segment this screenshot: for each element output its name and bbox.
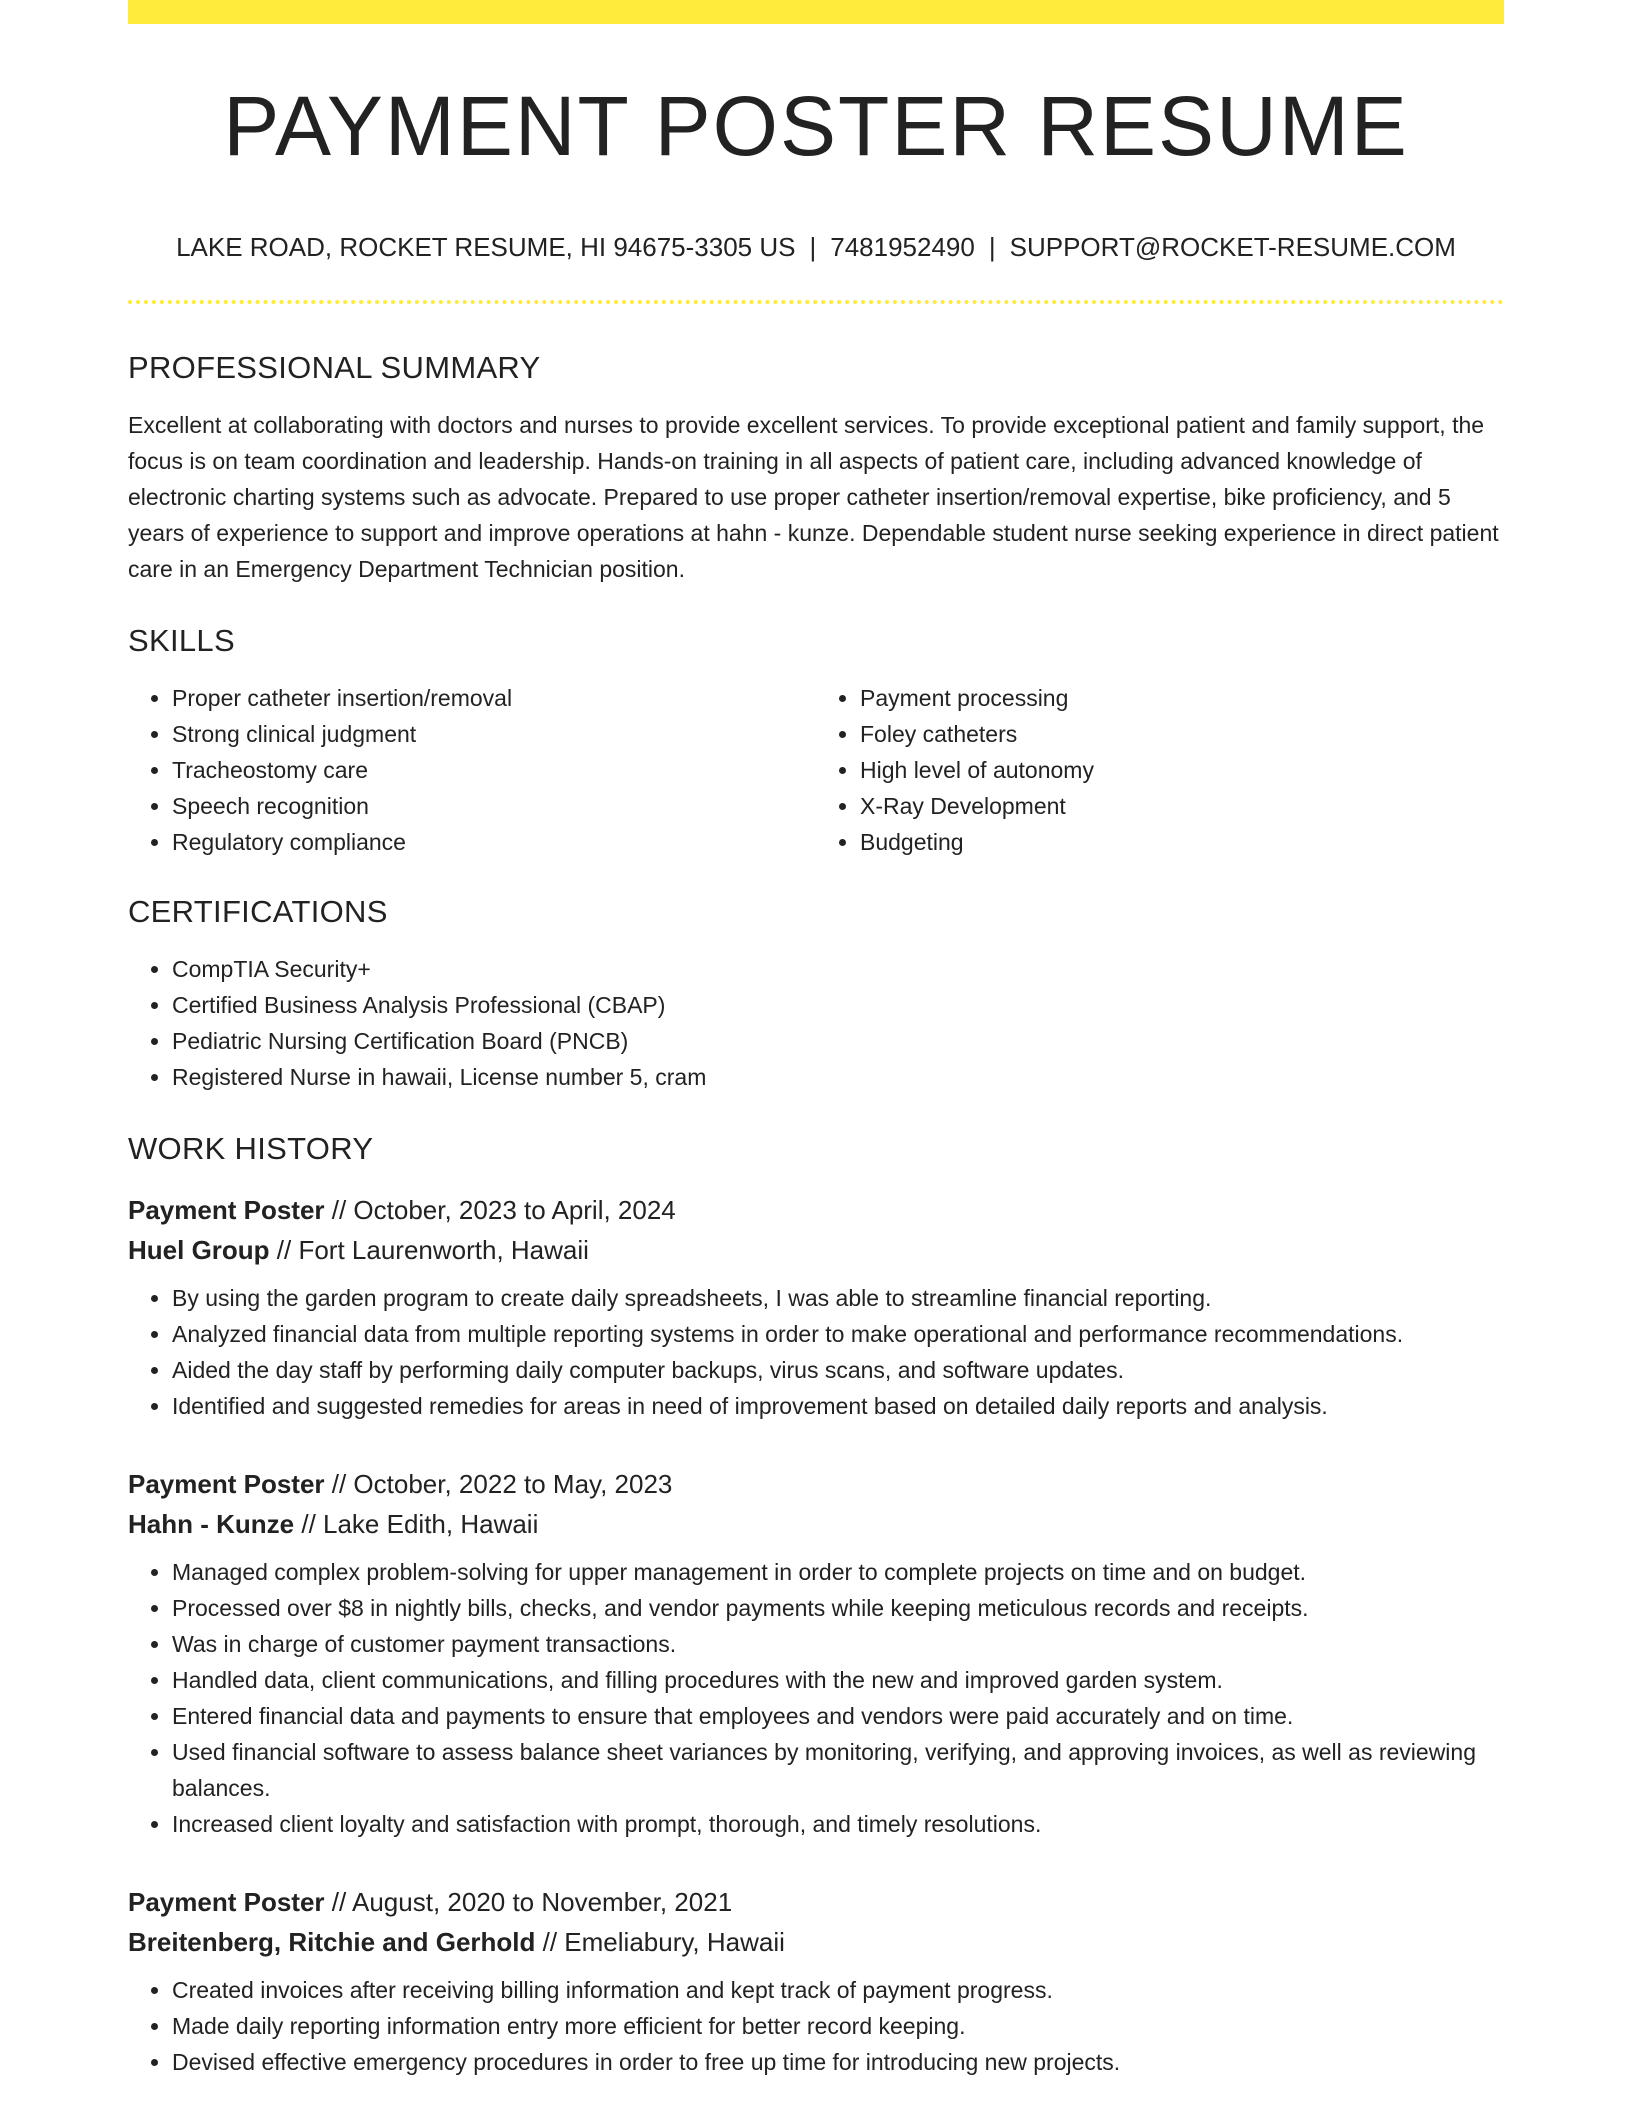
email[interactable]: SUPPORT@ROCKET-RESUME.COM [1009,232,1456,262]
resume-title: PAYMENT POSTER RESUME [223,79,1409,173]
job-entry [128,1190,1504,1424]
job-location: // Lake Edith, Hawaii [301,1509,539,1539]
certification-item: • Pediatric Nursing Certification Board (PNCB) [172,1023,1504,1059]
separator: | [809,232,817,262]
skills-columns [128,680,1504,860]
phone: 7481952490 [830,232,975,262]
job-company: Huel Group [128,1235,270,1265]
contact-line [128,234,1504,260]
job-bullets [128,1972,1504,2080]
skill-item: • Budgeting [860,824,1504,860]
job-title: Payment Poster [128,1469,325,1499]
job-company: Breitenberg, Ritchie and Gerhold [128,1927,536,1957]
job-dates: // October, 2023 to April, 2024 [331,1195,676,1225]
job-bullet: • Managed complex problem-solving for upper management in order to complete projects on time and on budget. [172,1554,1504,1590]
top-accent-bar [128,0,1504,24]
certifications-list [128,951,1504,1095]
job-location: // Fort Laurenworth, Hawaii [276,1235,589,1265]
summary-text: Excellent at collaborating with doctors and nurses to provide excellent services. To provide exceptional patient and family support, the focus is on team coordination and leadership. Hands-on training in all aspects of patient care, including advanced knowledge of electronic charting systems such as advocate. Prepared to use proper catheter insertion/removal expertise, bike proficiency, and 5 years of experience to support and improve operations at hahn - kunze. Dependable student nurse seeking experience in direct patient care in an Emergency Department Technician position. [128,412,1499,582]
job-bullet: • Used financial software to assess balance sheet variances by monitoring, verifying, and approving invoices, as well as reviewing balances. [172,1734,1504,1806]
job-bullets [128,1280,1504,1424]
certifications-heading: CERTIFICATIONS [128,894,388,929]
summary-heading: PROFESSIONAL SUMMARY [128,350,541,385]
job-bullet: • Increased client loyalty and satisfaction with prompt, thorough, and timely resolutions. [172,1806,1504,1842]
skill-item: • Speech recognition [172,788,816,824]
job-company: Hahn - Kunze [128,1509,295,1539]
job-bullet: • Made daily reporting information entry more efficient for better record keeping. [172,2008,1504,2044]
job-bullet: • Processed over $8 in nightly bills, checks, and vendor payments while keeping meticulous records and receipts. [172,1590,1504,1626]
dotted-divider [128,300,1504,304]
job-bullet: • Identified and suggested remedies for areas in need of improvement based on detailed daily reports and analysis. [172,1388,1504,1424]
job-dates: // August, 2020 to November, 2021 [331,1887,733,1917]
job-entry [128,1464,1504,1842]
separator: | [988,232,996,262]
job-title-line [128,1882,1504,1922]
job-bullet: • Devised effective emergency procedures in order to free up time for introducing new projects. [172,2044,1504,2080]
skills-left-list [128,680,816,860]
job-dates: // October, 2022 to May, 2023 [331,1469,673,1499]
certification-item: • CompTIA Security+ [172,951,1504,987]
skill-item: • X-Ray Development [860,788,1504,824]
work-history-heading: WORK HISTORY [128,1131,374,1166]
job-bullets [128,1554,1504,1842]
certification-item: • Registered Nurse in hawaii, License number 5, cram [172,1059,1504,1095]
skill-item: • Regulatory compliance [172,824,816,860]
skills-heading: SKILLS [128,623,235,658]
address: LAKE ROAD, ROCKET RESUME, HI 94675-3305 US [176,232,796,262]
skill-item: • High level of autonomy [860,752,1504,788]
job-bullet: • Analyzed financial data from multiple reporting systems in order to make operational and performance recommendations. [172,1316,1504,1352]
skill-item: • Payment processing [860,680,1504,716]
skills-right-list [816,680,1504,860]
certification-item: • Certified Business Analysis Professional (CBAP) [172,987,1504,1023]
skill-item: • Foley catheters [860,716,1504,752]
job-bullet: • Aided the day staff by performing daily computer backups, virus scans, and software updates. [172,1352,1504,1388]
job-bullet: • Created invoices after receiving billing information and kept track of payment progress. [172,1972,1504,2008]
skill-item: • Strong clinical judgment [172,716,816,752]
job-title: Payment Poster [128,1195,325,1225]
skill-item: • Proper catheter insertion/removal [172,680,816,716]
job-title-line [128,1190,1504,1230]
job-bullet: • By using the garden program to create daily spreadsheets, I was able to streamline financial reporting. [172,1280,1504,1316]
job-bullet: • Was in charge of customer payment transactions. [172,1626,1504,1662]
job-entry [128,1882,1504,2080]
job-company-line [128,1504,1504,1544]
resume-page [128,0,1504,2080]
job-title-line [128,1464,1504,1504]
job-bullet: • Handled data, client communications, and filling procedures with the new and improved garden system. [172,1662,1504,1698]
skill-item: • Tracheostomy care [172,752,816,788]
job-company-line [128,1922,1504,1962]
job-company-line [128,1230,1504,1270]
job-location: // Emeliabury, Hawaii [542,1927,785,1957]
job-title: Payment Poster [128,1887,325,1917]
job-bullet: • Entered financial data and payments to ensure that employees and vendors were paid accurately and on time. [172,1698,1504,1734]
